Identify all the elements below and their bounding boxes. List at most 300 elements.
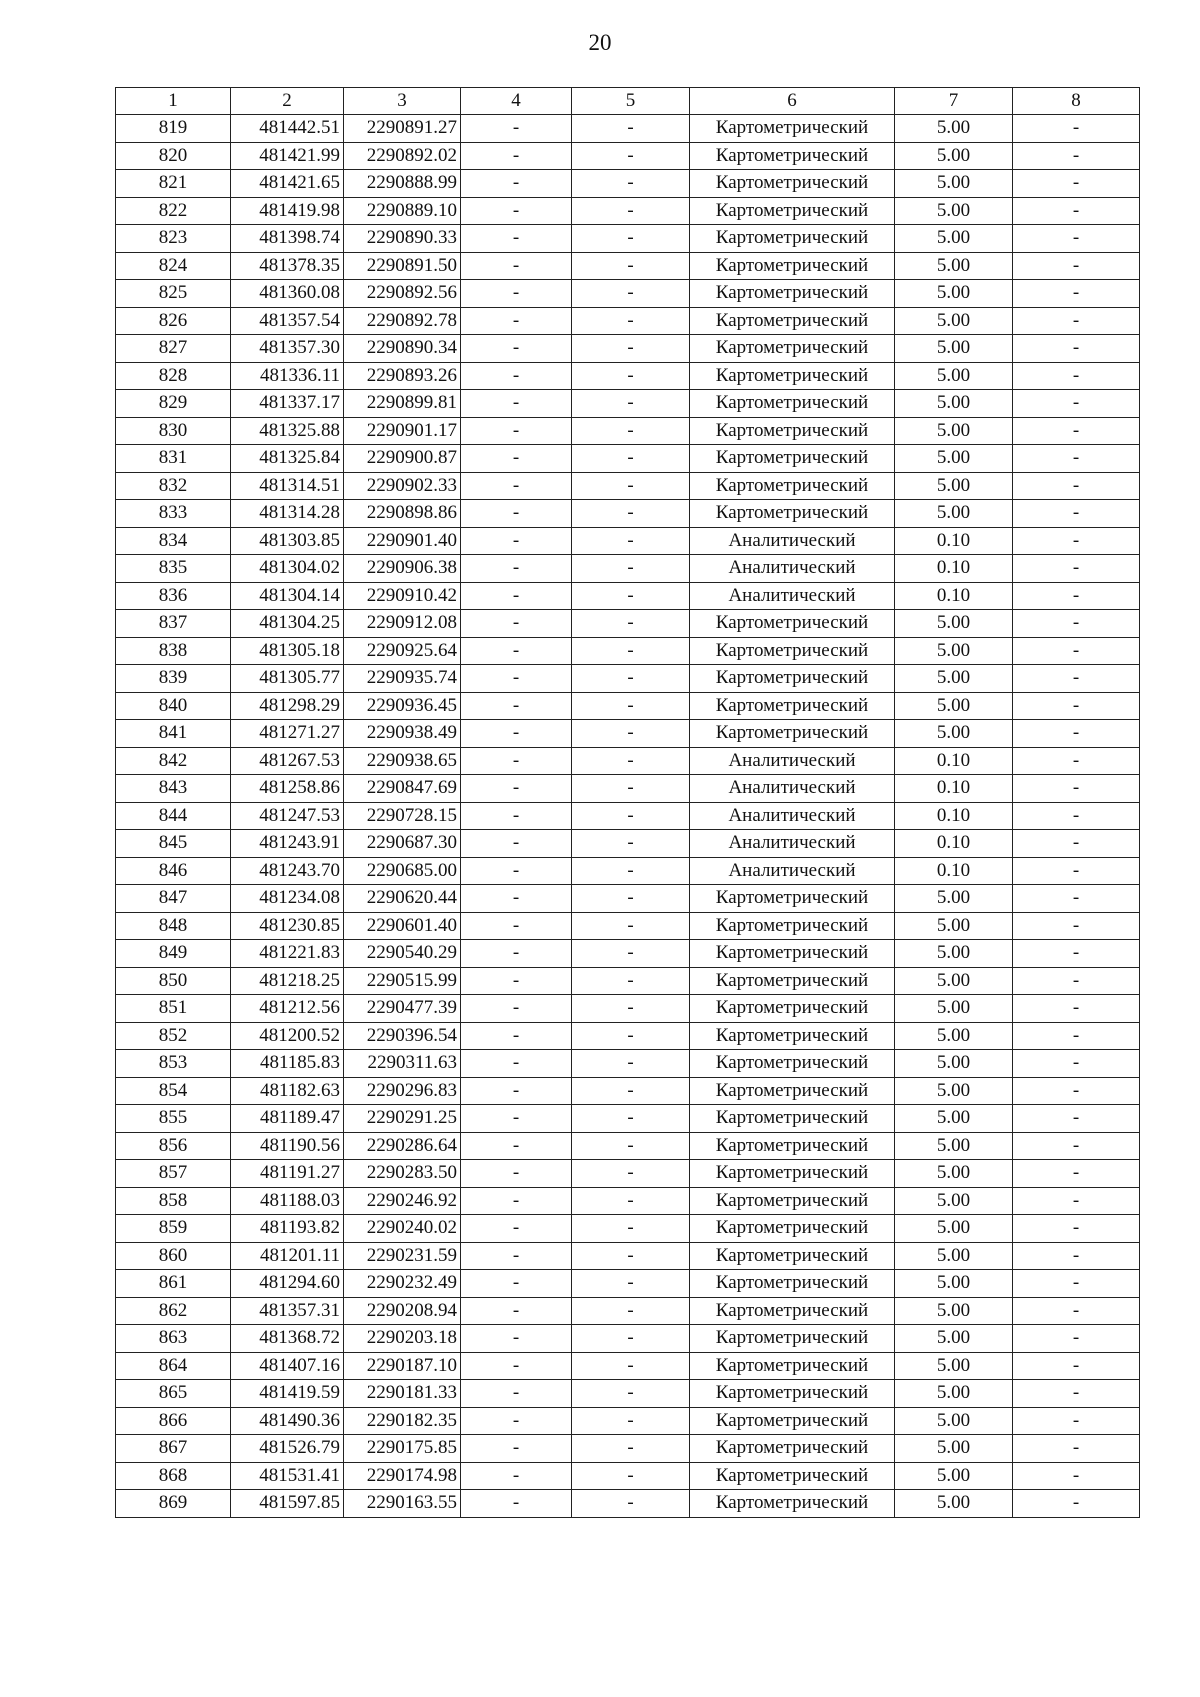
table-header [116,88,1140,115]
cell-accuracy: 5.00 [895,115,1013,143]
cell-point-number: 843 [116,775,231,803]
table-row [116,1352,1140,1380]
cell-col-5-value: - [572,1325,690,1353]
cell-col-8-value: - [1013,940,1140,968]
cell-col-8-value: - [1013,830,1140,858]
cell-col-4-value: - [461,995,572,1023]
cell-method: Аналитический [690,747,895,775]
cell-coord-y: 2290898.86 [344,500,461,528]
cell-coord-x: 481271.27 [231,720,344,748]
cell-method: Картометрический [690,252,895,280]
cell-col-4-value: - [461,1380,572,1408]
cell-col-8-value: - [1013,637,1140,665]
cell-col-4-value: - [461,142,572,170]
cell-accuracy: 5.00 [895,1050,1013,1078]
cell-coord-y: 2290240.02 [344,1215,461,1243]
cell-col-8-value: - [1013,885,1140,913]
cell-coord-y: 2290901.17 [344,417,461,445]
cell-coord-y: 2290900.87 [344,445,461,473]
cell-point-number: 859 [116,1215,231,1243]
table-row [116,885,1140,913]
table-row [116,1325,1140,1353]
cell-method: Картометрический [690,1352,895,1380]
cell-method: Аналитический [690,527,895,555]
header-col-4: 4 [461,88,572,115]
cell-accuracy: 5.00 [895,995,1013,1023]
cell-col-5-value: - [572,720,690,748]
cell-accuracy: 5.00 [895,1105,1013,1133]
cell-col-4-value: - [461,1187,572,1215]
cell-col-4-value: - [461,197,572,225]
cell-col-4-value: - [461,527,572,555]
cell-col-5-value: - [572,692,690,720]
cell-accuracy: 5.00 [895,1215,1013,1243]
cell-col-5-value: - [572,390,690,418]
cell-coord-x: 481357.54 [231,307,344,335]
cell-col-4-value: - [461,1132,572,1160]
cell-method: Картометрический [690,307,895,335]
cell-method: Картометрический [690,912,895,940]
cell-col-4-value: - [461,225,572,253]
table-row [116,307,1140,335]
cell-col-5-value: - [572,445,690,473]
cell-col-8-value: - [1013,1325,1140,1353]
cell-col-8-value: - [1013,665,1140,693]
cell-col-4-value: - [461,472,572,500]
cell-col-5-value: - [572,995,690,1023]
cell-col-8-value: - [1013,555,1140,583]
cell-method: Картометрический [690,445,895,473]
cell-coord-y: 2290910.42 [344,582,461,610]
cell-coord-x: 481218.25 [231,967,344,995]
cell-point-number: 819 [116,115,231,143]
cell-col-5-value: - [572,1077,690,1105]
cell-coord-y: 2290687.30 [344,830,461,858]
cell-coord-x: 481398.74 [231,225,344,253]
cell-coord-y: 2290890.34 [344,335,461,363]
cell-coord-x: 481234.08 [231,885,344,913]
cell-method: Картометрический [690,1077,895,1105]
table-row [116,1050,1140,1078]
cell-point-number: 845 [116,830,231,858]
cell-col-4-value: - [461,637,572,665]
cell-point-number: 842 [116,747,231,775]
table-row [116,1242,1140,1270]
cell-col-4-value: - [461,1242,572,1270]
cell-col-8-value: - [1013,995,1140,1023]
cell-col-8-value: - [1013,582,1140,610]
cell-coord-x: 481193.82 [231,1215,344,1243]
cell-coord-x: 481188.03 [231,1187,344,1215]
cell-coord-y: 2290175.85 [344,1435,461,1463]
cell-col-5-value: - [572,775,690,803]
cell-col-5-value: - [572,1160,690,1188]
cell-col-8-value: - [1013,1160,1140,1188]
table-row [116,417,1140,445]
cell-coord-x: 481191.27 [231,1160,344,1188]
table-row [116,692,1140,720]
cell-accuracy: 5.00 [895,940,1013,968]
cell-point-number: 828 [116,362,231,390]
cell-coord-y: 2290286.64 [344,1132,461,1160]
header-col-2: 2 [231,88,344,115]
cell-coord-x: 481419.98 [231,197,344,225]
cell-coord-y: 2290182.35 [344,1407,461,1435]
cell-method: Картометрический [690,335,895,363]
table-row [116,1132,1140,1160]
cell-col-8-value: - [1013,1132,1140,1160]
cell-method: Картометрический [690,665,895,693]
cell-coord-y: 2290296.83 [344,1077,461,1105]
cell-point-number: 827 [116,335,231,363]
cell-col-5-value: - [572,142,690,170]
cell-point-number: 864 [116,1352,231,1380]
cell-col-8-value: - [1013,1352,1140,1380]
cell-col-8-value: - [1013,1050,1140,1078]
cell-col-4-value: - [461,582,572,610]
cell-coord-x: 481378.35 [231,252,344,280]
table-row [116,1215,1140,1243]
cell-coord-x: 481201.11 [231,1242,344,1270]
cell-col-8-value: - [1013,472,1140,500]
table-row [116,637,1140,665]
table-row [116,747,1140,775]
cell-coord-y: 2290540.29 [344,940,461,968]
cell-col-4-value: - [461,967,572,995]
cell-col-8-value: - [1013,527,1140,555]
cell-coord-y: 2290311.63 [344,1050,461,1078]
cell-coord-x: 481421.99 [231,142,344,170]
cell-accuracy: 5.00 [895,252,1013,280]
cell-coord-x: 481200.52 [231,1022,344,1050]
cell-point-number: 823 [116,225,231,253]
cell-accuracy: 5.00 [895,445,1013,473]
cell-col-5-value: - [572,225,690,253]
cell-accuracy: 5.00 [895,1462,1013,1490]
cell-coord-x: 481314.51 [231,472,344,500]
cell-col-4-value: - [461,417,572,445]
table-row [116,912,1140,940]
cell-coord-y: 2290888.99 [344,170,461,198]
cell-col-4-value: - [461,362,572,390]
cell-col-8-value: - [1013,912,1140,940]
cell-col-8-value: - [1013,335,1140,363]
table-body [116,115,1140,1518]
cell-coord-x: 481314.28 [231,500,344,528]
cell-point-number: 824 [116,252,231,280]
header-col-1: 1 [116,88,231,115]
cell-col-5-value: - [572,335,690,363]
cell-col-4-value: - [461,720,572,748]
cell-method: Картометрический [690,637,895,665]
cell-col-4-value: - [461,940,572,968]
cell-col-5-value: - [572,747,690,775]
table-row [116,445,1140,473]
cell-col-4-value: - [461,500,572,528]
cell-accuracy: 0.10 [895,857,1013,885]
table-row [116,142,1140,170]
cell-coord-y: 2290936.45 [344,692,461,720]
table-row [116,1077,1140,1105]
cell-accuracy: 5.00 [895,912,1013,940]
cell-col-4-value: - [461,280,572,308]
cell-coord-y: 2290396.54 [344,1022,461,1050]
cell-col-5-value: - [572,610,690,638]
cell-method: Аналитический [690,582,895,610]
cell-method: Картометрический [690,1490,895,1518]
cell-method: Картометрический [690,115,895,143]
cell-col-8-value: - [1013,720,1140,748]
cell-point-number: 865 [116,1380,231,1408]
cell-accuracy: 5.00 [895,170,1013,198]
cell-accuracy: 5.00 [895,1297,1013,1325]
cell-coord-y: 2290847.69 [344,775,461,803]
cell-coord-x: 481526.79 [231,1435,344,1463]
cell-coord-y: 2290892.02 [344,142,461,170]
cell-col-5-value: - [572,280,690,308]
cell-coord-x: 481303.85 [231,527,344,555]
cell-method: Картометрический [690,1270,895,1298]
cell-accuracy: 5.00 [895,197,1013,225]
cell-coord-x: 481442.51 [231,115,344,143]
cell-col-4-value: - [461,1050,572,1078]
cell-method: Аналитический [690,555,895,583]
cell-coord-x: 481304.14 [231,582,344,610]
table-row [116,610,1140,638]
cell-coord-y: 2290901.40 [344,527,461,555]
cell-accuracy: 0.10 [895,527,1013,555]
table-row [116,252,1140,280]
cell-coord-x: 481298.29 [231,692,344,720]
cell-point-number: 844 [116,802,231,830]
cell-point-number: 862 [116,1297,231,1325]
cell-coord-y: 2290893.26 [344,362,461,390]
cell-col-8-value: - [1013,1187,1140,1215]
cell-col-5-value: - [572,857,690,885]
table-row [116,1160,1140,1188]
cell-coord-y: 2290925.64 [344,637,461,665]
cell-col-4-value: - [461,1407,572,1435]
cell-method: Картометрический [690,1297,895,1325]
cell-method: Картометрический [690,720,895,748]
cell-point-number: 850 [116,967,231,995]
cell-point-number: 848 [116,912,231,940]
cell-col-4-value: - [461,252,572,280]
cell-accuracy: 5.00 [895,390,1013,418]
cell-accuracy: 5.00 [895,1187,1013,1215]
table-row [116,857,1140,885]
cell-coord-y: 2290203.18 [344,1325,461,1353]
cell-method: Картометрический [690,1462,895,1490]
cell-method: Картометрический [690,170,895,198]
cell-col-5-value: - [572,802,690,830]
table-row [116,390,1140,418]
cell-accuracy: 5.00 [895,500,1013,528]
cell-col-8-value: - [1013,417,1140,445]
cell-col-5-value: - [572,1407,690,1435]
cell-accuracy: 5.00 [895,1160,1013,1188]
cell-col-5-value: - [572,1132,690,1160]
cell-col-5-value: - [572,197,690,225]
cell-col-5-value: - [572,170,690,198]
cell-col-8-value: - [1013,307,1140,335]
cell-accuracy: 5.00 [895,1132,1013,1160]
cell-method: Картометрический [690,1105,895,1133]
cell-method: Картометрический [690,1215,895,1243]
cell-point-number: 856 [116,1132,231,1160]
cell-col-8-value: - [1013,857,1140,885]
cell-point-number: 849 [116,940,231,968]
cell-point-number: 853 [116,1050,231,1078]
cell-method: Картометрический [690,197,895,225]
cell-col-5-value: - [572,885,690,913]
table-row [116,1490,1140,1518]
cell-accuracy: 5.00 [895,280,1013,308]
table-row [116,225,1140,253]
cell-method: Картометрический [690,1380,895,1408]
cell-coord-y: 2290902.33 [344,472,461,500]
cell-coord-y: 2290889.10 [344,197,461,225]
cell-coord-y: 2290477.39 [344,995,461,1023]
cell-col-8-value: - [1013,1380,1140,1408]
cell-point-number: 831 [116,445,231,473]
cell-coord-x: 481325.84 [231,445,344,473]
cell-point-number: 861 [116,1270,231,1298]
cell-coord-y: 2290174.98 [344,1462,461,1490]
cell-accuracy: 5.00 [895,692,1013,720]
cell-point-number: 840 [116,692,231,720]
table-row [116,720,1140,748]
cell-accuracy: 5.00 [895,1270,1013,1298]
cell-point-number: 867 [116,1435,231,1463]
table-row [116,170,1140,198]
cell-point-number: 860 [116,1242,231,1270]
cell-point-number: 841 [116,720,231,748]
cell-method: Картометрический [690,390,895,418]
header-col-8: 8 [1013,88,1140,115]
table-row [116,775,1140,803]
cell-col-5-value: - [572,665,690,693]
cell-accuracy: 5.00 [895,225,1013,253]
cell-coord-y: 2290620.44 [344,885,461,913]
cell-method: Картометрический [690,362,895,390]
cell-coord-y: 2290291.25 [344,1105,461,1133]
cell-point-number: 869 [116,1490,231,1518]
cell-coord-x: 481304.02 [231,555,344,583]
table-row [116,1435,1140,1463]
cell-coord-y: 2290232.49 [344,1270,461,1298]
cell-coord-x: 481258.86 [231,775,344,803]
cell-point-number: 851 [116,995,231,1023]
header-col-6: 6 [690,88,895,115]
cell-coord-y: 2290208.94 [344,1297,461,1325]
cell-coord-x: 481597.85 [231,1490,344,1518]
cell-method: Картометрический [690,1187,895,1215]
cell-col-8-value: - [1013,775,1140,803]
cell-method: Аналитический [690,857,895,885]
cell-accuracy: 5.00 [895,1242,1013,1270]
cell-point-number: 846 [116,857,231,885]
cell-method: Картометрический [690,885,895,913]
table-row [116,335,1140,363]
cell-col-8-value: - [1013,225,1140,253]
cell-coord-x: 481189.47 [231,1105,344,1133]
cell-col-8-value: - [1013,362,1140,390]
cell-col-4-value: - [461,1325,572,1353]
cell-col-5-value: - [572,637,690,665]
cell-col-5-value: - [572,1215,690,1243]
table-row [116,1022,1140,1050]
cell-accuracy: 5.00 [895,967,1013,995]
cell-col-8-value: - [1013,747,1140,775]
cell-accuracy: 5.00 [895,472,1013,500]
cell-col-8-value: - [1013,1462,1140,1490]
header-col-7: 7 [895,88,1013,115]
cell-accuracy: 5.00 [895,335,1013,363]
cell-coord-y: 2290187.10 [344,1352,461,1380]
cell-coord-x: 481190.56 [231,1132,344,1160]
cell-col-4-value: - [461,335,572,363]
cell-accuracy: 5.00 [895,362,1013,390]
cell-coord-x: 481421.65 [231,170,344,198]
cell-coord-y: 2290283.50 [344,1160,461,1188]
cell-col-5-value: - [572,1022,690,1050]
table-row [116,967,1140,995]
cell-accuracy: 0.10 [895,775,1013,803]
cell-coord-x: 481337.17 [231,390,344,418]
cell-coord-x: 481243.91 [231,830,344,858]
cell-method: Картометрический [690,225,895,253]
cell-coord-x: 481531.41 [231,1462,344,1490]
cell-col-4-value: - [461,830,572,858]
cell-col-4-value: - [461,857,572,885]
cell-point-number: 847 [116,885,231,913]
cell-point-number: 826 [116,307,231,335]
cell-coord-y: 2290906.38 [344,555,461,583]
table-row [116,1187,1140,1215]
cell-col-5-value: - [572,417,690,445]
cell-point-number: 858 [116,1187,231,1215]
cell-method: Картометрический [690,1050,895,1078]
cell-method: Картометрический [690,1325,895,1353]
cell-accuracy: 5.00 [895,610,1013,638]
cell-accuracy: 0.10 [895,747,1013,775]
cell-accuracy: 5.00 [895,885,1013,913]
cell-col-4-value: - [461,555,572,583]
cell-accuracy: 5.00 [895,1490,1013,1518]
coordinates-table [115,87,1140,1518]
cell-method: Картометрический [690,1132,895,1160]
cell-col-8-value: - [1013,610,1140,638]
cell-col-5-value: - [572,555,690,583]
cell-point-number: 836 [116,582,231,610]
cell-point-number: 821 [116,170,231,198]
cell-point-number: 852 [116,1022,231,1050]
cell-col-5-value: - [572,500,690,528]
cell-col-8-value: - [1013,1407,1140,1435]
cell-col-8-value: - [1013,142,1140,170]
table-row [116,582,1140,610]
cell-col-4-value: - [461,610,572,638]
cell-col-5-value: - [572,362,690,390]
cell-method: Картометрический [690,142,895,170]
cell-accuracy: 5.00 [895,1407,1013,1435]
cell-col-8-value: - [1013,500,1140,528]
cell-col-8-value: - [1013,1242,1140,1270]
cell-accuracy: 5.00 [895,665,1013,693]
cell-col-5-value: - [572,1352,690,1380]
cell-accuracy: 5.00 [895,307,1013,335]
